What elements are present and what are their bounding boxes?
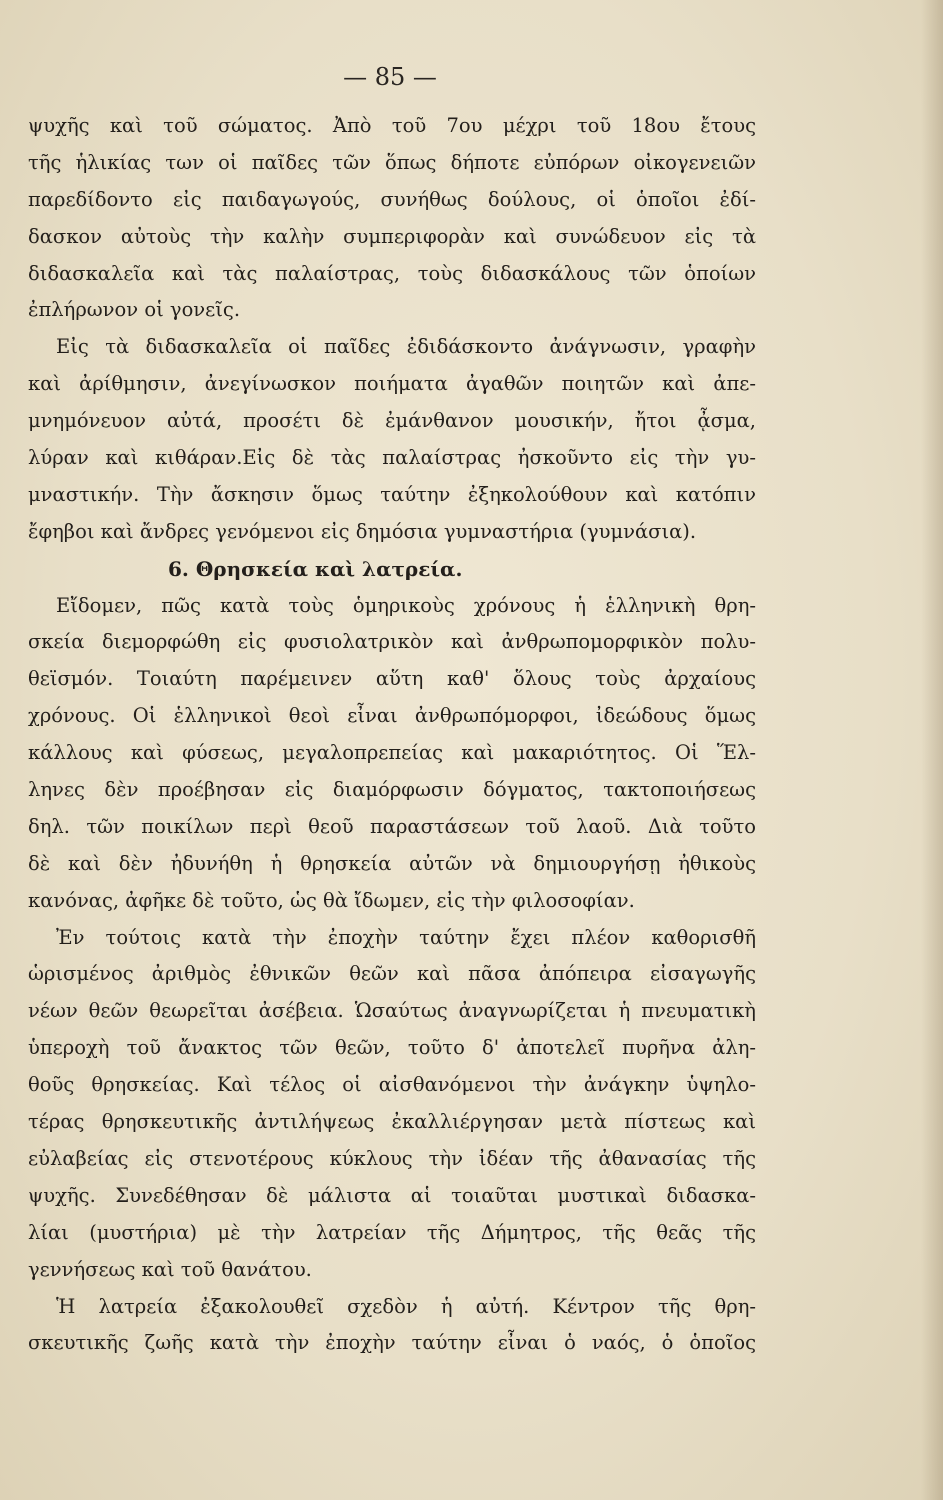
text-line: Ἐν τούτοις κατὰ τὴν ἐποχὴν ταύτην ἔχει πλέον καθορισθῆ	[56, 925, 756, 949]
text-line: σκευτικῆς ζωῆς κατὰ τὴν ἐποχὴν ταύτην εἶναι ὁ ναός, ὁ ὁποῖος	[28, 1331, 756, 1355]
text-line: ληνες δὲν προέβησαν εἰς διαμόρφωσιν δόγματος, τακτοποιήσεως	[28, 778, 756, 802]
text-line: καὶ ἀρίθμησιν, ἀνεγίνωσκον ποιήματα ἀγαθῶν ποιητῶν καὶ ἀπε-	[28, 372, 756, 396]
text-line: θεϊσμόν. Τοιαύτη παρέμεινεν αὕτη καθ' ὅλους τοὺς ἀρχαίους	[28, 667, 756, 691]
text-line: γεννήσεως καὶ τοῦ θανάτου.	[28, 1257, 312, 1281]
text-line: μναστικήν. Τὴν ἄσκησιν ὅμως ταύτην ἐξηκολούθουν καὶ κατόπιν	[28, 482, 756, 506]
text-line: δασκον αὐτοὺς τὴν καλὴν συμπεριφορὰν καὶ συνώδευον εἰς τὰ	[28, 224, 756, 248]
text-line: σκεία διεμορφώθη εἰς φυσιολατρικὸν καὶ ἀνθρωπομορφικὸν πολυ-	[28, 630, 756, 654]
text-line: λύραν καὶ κιθάραν.Εἰς δὲ τὰς παλαίστρας ἠσκοῦντο εἰς τὴν γυ-	[28, 446, 756, 470]
text-line: ὑπεροχὴ τοῦ ἄνακτος τῶν θεῶν, τοῦτο δ' ἀποτελεῖ πυρῆνα ἀλη-	[28, 1036, 756, 1060]
text-line: ἐπλήρωνον οἱ γονεῖς.	[28, 298, 241, 322]
text-line: δὲ καὶ δὲν ἠδυνήθη ἡ θρησκεία αὐτῶν νὰ δημιουργήσῃ ἠθικοὺς	[28, 851, 756, 875]
text-line: δηλ. τῶν ποικίλων περὶ θεοῦ παραστάσεων τοῦ λαοῦ. Διὰ τοῦτο	[28, 814, 756, 838]
page-edge-shadow	[921, 0, 943, 1500]
text-line: παρεδίδοντο εἰς παιδαγωγούς, συνήθως δούλους, οἱ ὁποῖοι ἐδί-	[28, 187, 756, 211]
text-line: Εἰς τὰ διδασκαλεῖα οἱ παῖδες ἐδιδάσκοντο ἀνάγνωσιν, γραφὴν	[56, 335, 756, 359]
section-heading: 6. Θρησκεία καὶ λατρεία.	[168, 556, 463, 581]
body-text	[28, 108, 756, 1362]
text-line: εὐλαβείας εἰς στενοτέρους κύκλους τὴν ἰδέαν τῆς ἀθανασίας τῆς	[28, 1146, 756, 1170]
text-line: θοῦς θρησκείας. Καὶ τέλος οἱ αἰσθανόμενοι τὴν ἀνάγκην ὑψηλο-	[28, 1073, 756, 1097]
text-line: λίαι (μυστήρια) μὲ τὴν λατρείαν τῆς Δήμητρος, τῆς θεᾶς τῆς	[28, 1220, 756, 1244]
text-line: ψυχῆς καὶ τοῦ σώματος. Ἀπὸ τοῦ 7ου μέχρι τοῦ 18ου ἔτους	[28, 114, 756, 137]
text-line: μνημόνευον αὐτά, προσέτι δὲ ἐμάνθανον μουσικήν, ἤτοι ᾆσμα,	[28, 409, 756, 433]
text-line: ὡρισμένος ἀριθμὸς ἐθνικῶν θεῶν καὶ πᾶσα ἀπόπειρα εἰσαγωγῆς	[28, 962, 756, 986]
page-number: — 85 —	[343, 63, 437, 91]
text-line: τῆς ἡλικίας των οἱ παῖδες τῶν ὅπως δήποτε εὐπόρων οἰκογενειῶν	[28, 150, 756, 174]
text-line: νέων θεῶν θεωρεῖται ἀσέβεια. Ὡσαύτως ἀναγνωρίζεται ἡ πνευματικὴ	[28, 999, 756, 1023]
text-line: ἔφηβοι καὶ ἄνδρες γενόμενοι εἰς δημόσια γυμναστήρια (γυμνάσια).	[28, 519, 697, 543]
text-line: ψυχῆς. Συνεδέθησαν δὲ μάλιστα αἱ τοιαῦται μυστικαὶ διδασκα-	[28, 1183, 756, 1207]
text-line: κάλλους καὶ φύσεως, μεγαλοπρεπείας καὶ μακαριότητος. Οἱ Ἕλ-	[28, 741, 756, 765]
text-line: Εἴδομεν, πῶς κατὰ τοὺς ὁμηρικοὺς χρόνους ἡ ἑλληνικὴ θρη-	[56, 593, 756, 617]
text-line: κανόνας, ἀφῆκε δὲ τοῦτο, ὡς θὰ ἴδωμεν, εἰς τὴν φιλοσοφίαν.	[28, 888, 635, 912]
text-line: χρόνους. Οἱ ἑλληνικοὶ θεοὶ εἶναι ἀνθρωπόμορφοι, ἰδεώδους ὅμως	[28, 704, 756, 728]
text-line: Ἡ λατρεία ἐξακολουθεῖ σχεδὸν ἡ αὐτή. Κέντρον τῆς θρη-	[56, 1294, 756, 1318]
text-line: τέρας θρησκευτικῆς ἀντιλήψεως ἐκαλλιέργησαν μετὰ πίστεως καὶ	[28, 1110, 756, 1134]
text-line: διδασκαλεῖα καὶ τὰς παλαίστρας, τοὺς διδασκάλους τῶν ὁποίων	[28, 261, 756, 285]
